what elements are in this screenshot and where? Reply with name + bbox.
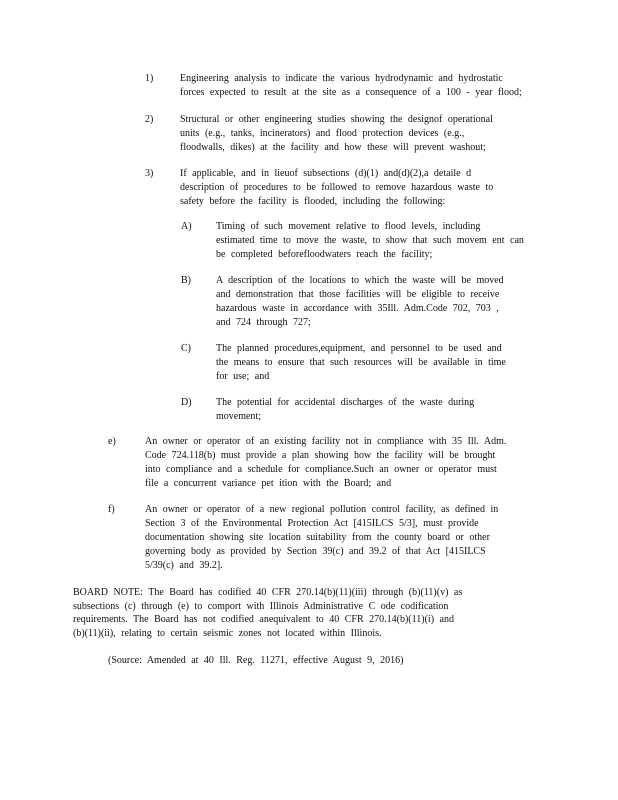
item-text bbox=[145, 503, 530, 573]
text-line: floodwalls, dikes) at the facility and how these will prevent washout; bbox=[180, 142, 486, 153]
text-line: subsections (c) through (e) to comport with Illinois Administrative C ode codification bbox=[73, 600, 449, 612]
text-line: The potential for accidental discharges of the waste during bbox=[216, 397, 475, 408]
text-line: If applicable, and in lieuof subsections (d)(1) and(d)(2),a detaile d bbox=[180, 168, 472, 179]
text-line: BOARD NOTE: The Board has codified 40 CFR 270.14(b)(11)(iii) through (b)(11)(v) as bbox=[73, 587, 463, 598]
item-text bbox=[216, 220, 546, 262]
text-line: forces expected to result at the site as a consequence of a 100 - year flood; bbox=[180, 87, 522, 98]
text-line: The planned procedures,equipment, and personnel to be used and bbox=[216, 343, 502, 354]
text-line: into compliance and a schedule for compliance.Such an owner or operator must bbox=[145, 464, 497, 475]
text-line: Section 3 of the Environmental Protection Act [415ILCS 5/3], must provide bbox=[145, 518, 479, 529]
text-line: Code 724.118(b) must provide a plan showing how the facility will be brought bbox=[145, 450, 496, 461]
text-line: estimated time to move the waste, to show that such movem ent can bbox=[216, 235, 524, 246]
item-text bbox=[180, 113, 545, 155]
item-marker: 2) bbox=[145, 114, 154, 125]
item-marker: f) bbox=[108, 504, 115, 515]
text-line: movement; bbox=[216, 411, 261, 422]
text-line: Timing of such movement relative to flood levels, including bbox=[216, 221, 481, 232]
text-line: the means to ensure that such resources will be available in time bbox=[216, 357, 506, 368]
text-line: governing body as provided by Section 39(c) and 39.2 of that Act [415ILCS bbox=[145, 546, 486, 557]
text-line: A description of the locations to which the waste will be moved bbox=[216, 275, 504, 286]
text-line: Structural or other engineering studies showing the designof operational bbox=[180, 114, 493, 125]
text-line: and demonstration that those facilities will be eligible to receive bbox=[216, 289, 500, 300]
item-marker: e) bbox=[108, 436, 116, 447]
item-marker: C) bbox=[181, 343, 191, 354]
item-text bbox=[180, 167, 545, 209]
text-line: Engineering analysis to indicate the various hydrodynamic and hydrostatic bbox=[180, 73, 503, 84]
text-line: file a concurrent variance pet ition with the Board; and bbox=[145, 478, 392, 489]
text-line: units (e.g., tanks, incinerators) and flood protection devices (e.g., bbox=[180, 128, 465, 139]
text-line: for use; and bbox=[216, 371, 270, 382]
item-text bbox=[145, 435, 530, 491]
text-line: An owner or operator of a new regional pollution control facility, as defined in bbox=[145, 504, 499, 515]
item-marker: 3) bbox=[145, 168, 154, 179]
item-text bbox=[216, 274, 546, 330]
text-line: requirements. The Board has not codified anequivalent to 40 CFR 270.14(b)(11)(i) and bbox=[73, 614, 454, 625]
item-text bbox=[216, 396, 546, 424]
text-line: An owner or operator of an existing facility not in compliance with 35 Ill. Adm. bbox=[145, 436, 507, 447]
item-marker: B) bbox=[181, 275, 191, 286]
item-marker: 1) bbox=[145, 73, 154, 84]
text-line: safety before the facility is flooded, including the following: bbox=[180, 196, 446, 207]
item-marker: D) bbox=[181, 397, 192, 408]
board-note bbox=[73, 586, 523, 640]
source-citation: (Source: Amended at 40 Ill. Reg. 11271, effective August 9, 2016) bbox=[108, 655, 404, 666]
text-line: and 724 through 727; bbox=[216, 317, 311, 328]
text-line: documentation showing site location suitability from the county board or other bbox=[145, 532, 490, 543]
text-line: hazardous waste in accordance with 35Ill. Adm.Code 702, 703 , bbox=[216, 303, 499, 314]
item-text bbox=[180, 72, 545, 100]
text-line: description of procedures to be followed to remove hazardous waste to bbox=[180, 182, 494, 193]
item-marker: A) bbox=[181, 221, 192, 232]
text-line: 5/39(c) and 39.2]. bbox=[145, 560, 223, 571]
text-line: be completed beforefloodwaters reach the facility; bbox=[216, 249, 433, 260]
text-line: (b)(11)(ii), relating to certain seismic zones not located within Illinois. bbox=[73, 627, 382, 639]
item-text bbox=[216, 342, 546, 384]
